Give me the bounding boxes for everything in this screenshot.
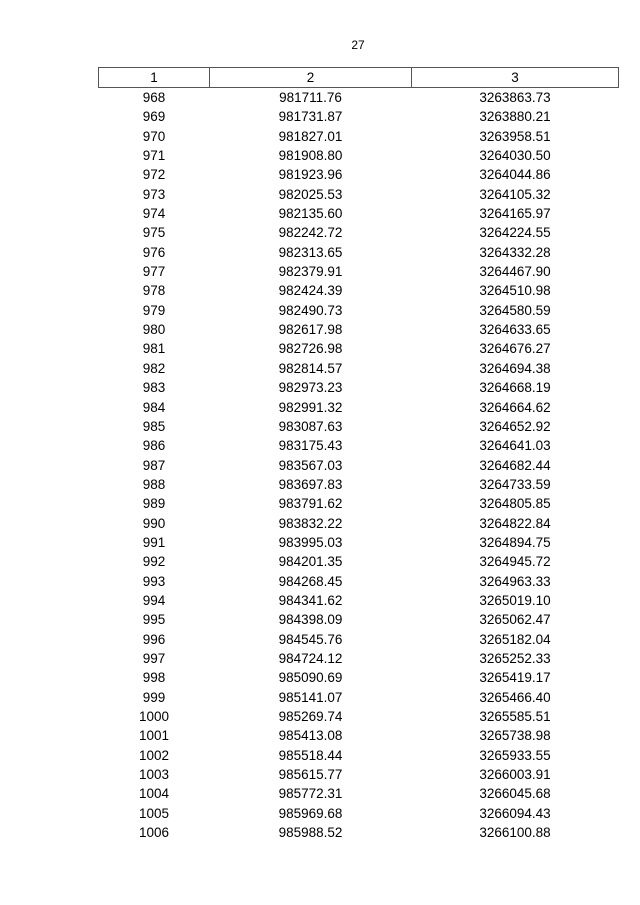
page-number: 27 — [351, 38, 365, 52]
table-row — [99, 514, 619, 533]
column-header-1: 1 — [99, 68, 210, 88]
x-coordinate-cell: 981827.01 — [278, 128, 343, 144]
point-number-cell: 984 — [142, 399, 166, 415]
point-number-cell: 1003 — [138, 767, 170, 783]
point-number-cell: 1001 — [138, 728, 170, 744]
y-coordinate-cell: 3264945.72 — [479, 554, 551, 570]
x-coordinate-cell: 982617.98 — [278, 322, 343, 338]
table-row — [99, 784, 619, 803]
y-coordinate-cell: 3264105.32 — [479, 186, 551, 202]
table-row — [99, 804, 619, 823]
point-number-cell: 978 — [142, 283, 166, 299]
y-coordinate-cell: 3264805.85 — [479, 496, 551, 512]
table-row — [99, 726, 619, 745]
table-row — [99, 649, 619, 668]
point-number-cell: 992 — [142, 554, 166, 570]
table-row — [99, 281, 619, 300]
y-coordinate-cell: 3263958.51 — [479, 128, 551, 144]
table-row — [99, 823, 619, 842]
y-coordinate-cell: 3266100.88 — [479, 825, 551, 841]
point-number-cell: 1006 — [138, 825, 170, 841]
x-coordinate-cell: 982991.32 — [278, 399, 343, 415]
point-number-cell: 971 — [142, 148, 166, 164]
y-coordinate-cell: 3264030.50 — [479, 148, 551, 164]
x-coordinate-cell: 982490.73 — [278, 302, 343, 318]
point-number-cell: 979 — [142, 302, 166, 318]
x-coordinate-cell: 981908.80 — [278, 148, 343, 164]
y-coordinate-cell: 3265062.47 — [479, 612, 551, 628]
table-row — [99, 204, 619, 223]
table-row — [99, 746, 619, 765]
point-number-cell: 983 — [142, 380, 166, 396]
table-row — [99, 436, 619, 455]
table-row — [99, 494, 619, 513]
point-number-cell: 994 — [142, 592, 166, 608]
y-coordinate-cell: 3265019.10 — [479, 592, 551, 608]
table-row — [99, 398, 619, 417]
x-coordinate-cell: 982025.53 — [278, 186, 343, 202]
x-coordinate-cell: 985518.44 — [278, 747, 343, 763]
point-number-cell: 974 — [142, 206, 166, 222]
y-coordinate-cell: 3264694.38 — [479, 360, 551, 376]
y-coordinate-cell: 3264641.03 — [479, 438, 551, 454]
table-row — [99, 475, 619, 494]
point-number-cell: 989 — [142, 496, 166, 512]
table-row — [99, 456, 619, 475]
column-header-3: 3 — [412, 68, 619, 88]
y-coordinate-cell: 3264963.33 — [479, 573, 551, 589]
x-coordinate-cell: 983087.63 — [278, 418, 343, 434]
point-number-cell: 998 — [142, 670, 166, 686]
point-number-cell: 1005 — [138, 805, 170, 821]
y-coordinate-cell: 3264733.59 — [479, 476, 551, 492]
x-coordinate-cell: 983832.22 — [278, 515, 343, 531]
table-row — [99, 301, 619, 320]
x-coordinate-cell: 981923.96 — [278, 167, 343, 183]
x-coordinate-cell: 983697.83 — [278, 476, 343, 492]
table-row — [99, 533, 619, 552]
point-number-cell: 977 — [142, 264, 166, 280]
table-row — [99, 591, 619, 610]
x-coordinate-cell: 983791.62 — [278, 496, 343, 512]
table-row — [99, 185, 619, 204]
y-coordinate-cell: 3263863.73 — [479, 90, 551, 105]
point-number-cell: 997 — [142, 650, 166, 666]
x-coordinate-cell: 985772.31 — [278, 786, 343, 802]
point-number-cell: 975 — [142, 225, 166, 241]
point-number-cell: 976 — [142, 244, 166, 260]
x-coordinate-cell: 984724.12 — [278, 650, 343, 666]
table-row — [99, 165, 619, 184]
point-number-cell: 969 — [142, 109, 166, 125]
table-row — [99, 262, 619, 281]
point-number-cell: 993 — [142, 573, 166, 589]
y-coordinate-cell: 3264580.59 — [479, 302, 551, 318]
point-number-cell: 980 — [142, 322, 166, 338]
table-row — [99, 146, 619, 165]
x-coordinate-cell: 985988.52 — [278, 825, 343, 841]
x-coordinate-cell: 985090.69 — [278, 670, 343, 686]
point-number-cell: 988 — [142, 476, 166, 492]
x-coordinate-cell: 983995.03 — [278, 534, 343, 550]
y-coordinate-cell: 3264332.28 — [479, 244, 551, 260]
table-row — [99, 668, 619, 687]
x-coordinate-cell: 982814.57 — [278, 360, 343, 376]
x-coordinate-cell: 984341.62 — [278, 592, 343, 608]
x-coordinate-cell: 981731.87 — [278, 109, 343, 125]
y-coordinate-cell: 3265419.17 — [479, 670, 551, 686]
x-coordinate-cell: 982313.65 — [278, 244, 343, 260]
x-coordinate-cell: 982973.23 — [278, 380, 343, 396]
y-coordinate-cell: 3266003.91 — [479, 767, 551, 783]
x-coordinate-cell: 985141.07 — [278, 689, 343, 705]
table-row — [99, 243, 619, 262]
table-row — [99, 572, 619, 591]
y-coordinate-cell: 3264822.84 — [479, 515, 551, 531]
table-row — [99, 707, 619, 726]
coordinates-table — [98, 67, 619, 842]
y-coordinate-cell: 3264682.44 — [479, 457, 551, 473]
table-row — [99, 378, 619, 397]
y-coordinate-cell: 3264044.86 — [479, 167, 551, 183]
point-number-cell: 1004 — [138, 786, 170, 802]
point-number-cell: 970 — [142, 128, 166, 144]
column-header-2: 2 — [210, 68, 412, 88]
point-number-cell: 995 — [142, 612, 166, 628]
x-coordinate-cell: 982242.72 — [278, 225, 343, 241]
x-coordinate-cell: 982379.91 — [278, 264, 343, 280]
y-coordinate-cell: 3264664.62 — [479, 399, 551, 415]
y-coordinate-cell: 3264165.97 — [479, 206, 551, 222]
point-number-cell: 986 — [142, 438, 166, 454]
point-number-cell: 982 — [142, 360, 166, 376]
x-coordinate-cell: 984268.45 — [278, 573, 343, 589]
point-number-cell: 1000 — [138, 709, 170, 724]
x-coordinate-cell: 984398.09 — [278, 612, 343, 628]
y-coordinate-cell: 3265933.55 — [479, 747, 551, 763]
point-number-cell: 973 — [142, 186, 166, 202]
x-coordinate-cell: 985615.77 — [278, 767, 343, 783]
y-coordinate-cell: 3264652.92 — [479, 418, 551, 434]
table-row — [99, 688, 619, 707]
table-row — [99, 339, 619, 358]
x-coordinate-cell: 985969.68 — [278, 805, 343, 821]
y-coordinate-cell: 3264633.65 — [479, 322, 551, 338]
point-number-cell: 999 — [142, 689, 166, 705]
point-number-cell: 987 — [142, 457, 166, 473]
table-row — [99, 417, 619, 436]
y-coordinate-cell: 3266094.43 — [479, 805, 551, 821]
table-row — [99, 88, 619, 108]
point-number-cell: 968 — [142, 90, 166, 105]
table-row — [99, 359, 619, 378]
x-coordinate-cell: 982726.98 — [278, 341, 343, 357]
y-coordinate-cell: 3265182.04 — [479, 631, 551, 647]
table-row — [99, 552, 619, 571]
y-coordinate-cell: 3264668.19 — [479, 380, 551, 396]
point-number-cell: 996 — [142, 631, 166, 647]
table-row — [99, 223, 619, 242]
table-row — [99, 630, 619, 649]
point-number-cell: 991 — [142, 534, 166, 550]
table-row — [99, 610, 619, 629]
y-coordinate-cell: 3266045.68 — [479, 786, 551, 802]
table-row — [99, 127, 619, 146]
y-coordinate-cell: 3264224.55 — [479, 225, 551, 241]
x-coordinate-cell: 981711.76 — [279, 90, 342, 105]
table-header-row — [99, 68, 619, 88]
x-coordinate-cell: 984201.35 — [278, 554, 343, 570]
y-coordinate-cell: 3263880.21 — [479, 109, 551, 125]
x-coordinate-cell: 983567.03 — [278, 457, 343, 473]
point-number-cell: 990 — [142, 515, 166, 531]
y-coordinate-cell: 3265738.98 — [479, 728, 551, 744]
y-coordinate-cell: 3264676.27 — [479, 341, 551, 357]
table-row — [99, 320, 619, 339]
point-number-cell: 1002 — [138, 747, 170, 763]
point-number-cell: 981 — [142, 341, 166, 357]
y-coordinate-cell: 3265466.40 — [479, 689, 551, 705]
table-row — [99, 107, 619, 126]
y-coordinate-cell: 3264510.98 — [479, 283, 551, 299]
y-coordinate-cell: 3264894.75 — [479, 534, 551, 550]
point-number-cell: 972 — [142, 167, 166, 183]
x-coordinate-cell: 982424.39 — [278, 283, 343, 299]
table-row — [99, 765, 619, 784]
x-coordinate-cell: 983175.43 — [278, 438, 343, 454]
y-coordinate-cell: 3265252.33 — [479, 650, 551, 666]
x-coordinate-cell: 984545.76 — [278, 631, 343, 647]
x-coordinate-cell: 982135.60 — [278, 206, 343, 222]
x-coordinate-cell: 985269.74 — [278, 709, 343, 724]
y-coordinate-cell: 3264467.90 — [479, 264, 551, 280]
y-coordinate-cell: 3265585.51 — [479, 709, 551, 724]
point-number-cell: 985 — [142, 418, 166, 434]
x-coordinate-cell: 985413.08 — [278, 728, 343, 744]
table-body — [99, 88, 619, 843]
